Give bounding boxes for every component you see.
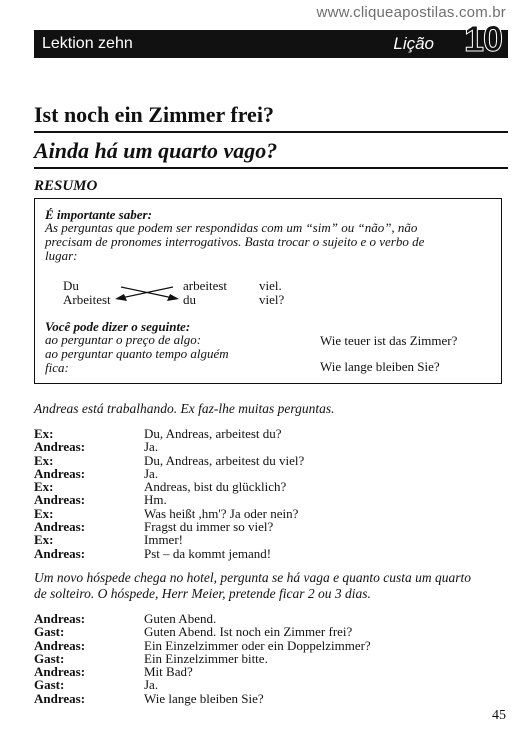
dialogue-line: Guten Abend. [144,611,217,626]
speaker-name: Gast: [34,624,65,640]
dialogue-line: Was heißt ,hm'? Ja oder nein? [144,505,299,521]
dialogue-row [34,625,508,638]
dialogue-row [34,520,508,533]
phrase-german: Wie teuer ist das Zimmer? [320,333,458,348]
dialogue-line: Du, Andreas, arbeitest du viel? [144,452,305,468]
title-divider-top [34,131,508,133]
phrase-context: ao perguntar o preço de algo: [45,332,202,347]
dialogue-line: Fragst du immer so viel? [144,519,274,535]
dialogue-row [34,480,508,493]
speaker-name: Gast: [34,677,65,693]
lesson-title-german: Lektion zehn [42,35,133,52]
dialogue-line: Ja. [144,465,159,481]
intro-paragraph: de solteiro. O hóspede, Herr Meier, pretende ficar 2 ou 3 dias. [34,586,371,601]
page-title-portuguese: Ainda há um quarto vago? [34,138,278,163]
phrase-context: fica: [45,360,69,375]
speaker-name: Andreas: [34,519,86,535]
intro-paragraph: Um novo hóspede chega no hotel, pergunta se há vaga e quanto custa um quarto [34,570,472,585]
dialogue-one [34,427,508,560]
speaker-name: Andreas: [34,664,86,680]
dialogue-line: Ja. [144,677,159,693]
dialogue-line: Immer! [144,532,183,548]
speaker-name: Gast: [34,650,65,666]
example-word: viel? [259,292,285,307]
speaker-name: Ex: [34,532,54,548]
dialogue-row [34,692,508,705]
resumo-text-line: lugar: [45,248,78,263]
dialogue-row [34,639,508,652]
dialogue-row [34,427,508,440]
example-word: du [183,292,196,307]
speaker-name: Ex: [34,505,54,521]
resumo-text-line: precisam de pronomes interrogativos. Basta trocar o sujeito e o verbo de [45,234,425,249]
dialogue-row [34,454,508,467]
dialogue-line: Pst – da kommt jemand! [144,545,272,561]
lesson-number: 10 [463,18,502,59]
dialogue-row [34,467,508,480]
dialogue-line: Mit Bad? [144,664,193,680]
dialogue-row [34,507,508,520]
dialogue-row [34,678,508,691]
dialogue-row [34,652,508,665]
resumo-text-line: As perguntas que podem ser respondidas com um “sim” ou “não”, não [45,220,418,235]
dialogue-line: Hm. [144,492,167,508]
dialogue-row [34,665,508,678]
phrase-german: Wie lange bleiben Sie? [320,359,440,374]
dialogue-row [34,493,508,506]
dialogue-row [34,440,508,453]
speaker-name: Andreas: [34,545,86,561]
dialogue-row [34,533,508,546]
watermark-url: www.cliqueapostilas.com.br [316,4,506,21]
resumo-box [34,198,502,384]
dialogue-line: Wie lange bleiben Sie? [144,690,264,706]
dialogue-line: Ein Einzelzimmer bitte. [144,650,268,666]
dialogue-row [34,612,508,625]
phrase-context: ao perguntar quanto tempo alguém [45,346,229,361]
example-word: viel. [259,278,282,293]
lesson-header-bar [34,18,508,59]
speaker-name: Andreas: [34,690,86,706]
speaker-name: Andreas: [34,492,86,508]
dialogue-row [34,547,508,560]
speaker-name: Andreas: [34,611,86,626]
speaker-name: Andreas: [34,439,86,455]
speaker-name: Ex: [34,426,54,441]
dialogue-line: Guten Abend. Ist noch ein Zimmer frei? [144,624,353,640]
dialogue-line: Ein Einzelzimmer oder ein Doppelzimmer? [144,637,371,653]
resumo-heading-important: É importante saber: [45,207,152,222]
intro-paragraph: Andreas está trabalhando. Ex faz-lhe muitas perguntas. [34,401,335,416]
resumo-heading-phrases: Você pode dizer o seguinte: [45,319,191,334]
lesson-title-portuguese: Lição [393,34,434,53]
resumo-label: RESUMO [34,178,98,194]
example-word: Arbeitest [63,292,111,307]
speaker-name: Andreas: [34,637,86,653]
dialogue-line: Ja. [144,439,159,455]
page-title-german: Ist noch ein Zimmer frei? [34,102,274,127]
speaker-name: Andreas: [34,465,86,481]
example-word: Du [63,278,79,293]
example-word: arbeitest [183,278,228,293]
dialogue-line: Du, Andreas, arbeitest du? [144,426,282,441]
page-number: 45 [492,708,506,723]
speaker-name: Ex: [34,452,54,468]
swap-arrows-icon [115,283,181,303]
dialogue-two [34,612,508,705]
title-divider-bottom [34,167,508,169]
speaker-name: Ex: [34,479,54,495]
dialogue-line: Andreas, bist du glücklich? [144,479,287,495]
